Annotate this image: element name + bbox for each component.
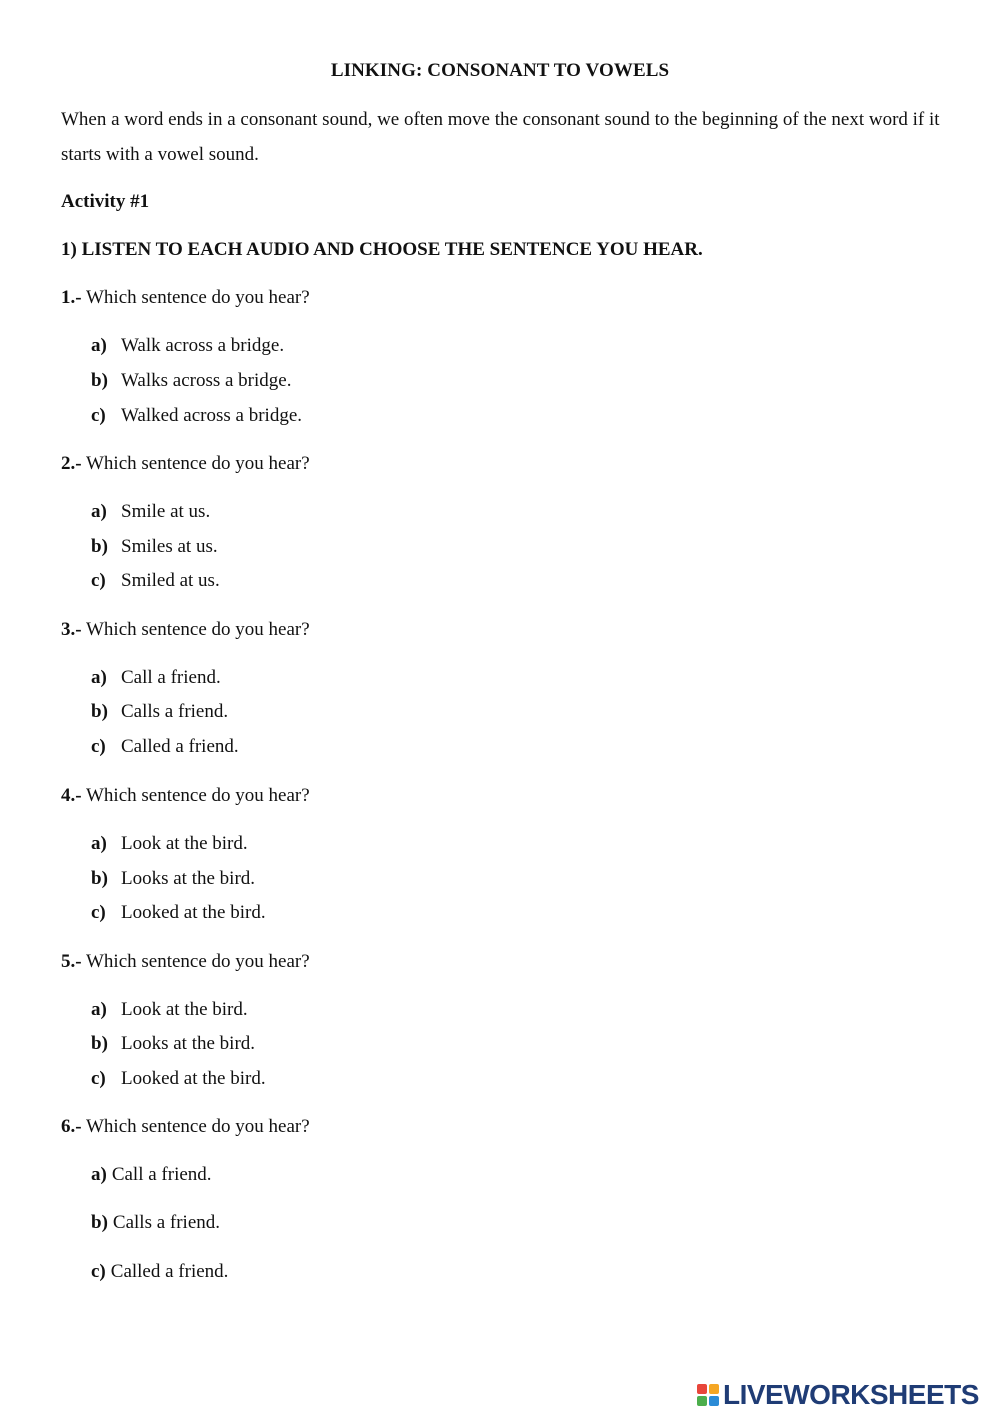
- option-text: Called a friend.: [110, 1261, 229, 1282]
- instruction-heading: 1) LISTEN TO EACH AUDIO AND CHOOSE THE SENTENCE YOU HEAR.: [61, 239, 703, 260]
- question-text: Which sentence do you hear?: [81, 1116, 310, 1137]
- option-text: Walked across a bridge.: [121, 405, 303, 426]
- option-text: Smiled at us.: [121, 570, 220, 591]
- option-letter: a): [91, 833, 107, 854]
- option-3a[interactable]: [91, 667, 221, 689]
- option-text: Looked at the bird.: [121, 902, 266, 923]
- logo-text: LIVEWORKSHEETS: [723, 1379, 979, 1410]
- option-letter: c): [91, 570, 106, 591]
- option-4c[interactable]: [91, 902, 266, 924]
- option-letter: c): [91, 736, 106, 757]
- question-2: [61, 453, 310, 475]
- question-number: 4.-: [61, 785, 82, 806]
- question-1: [61, 287, 310, 309]
- option-letter: a): [91, 501, 107, 522]
- question-4: [61, 785, 310, 807]
- logo-square-green: [697, 1396, 707, 1406]
- option-text: Call a friend.: [121, 667, 221, 688]
- option-5b[interactable]: [91, 1033, 255, 1055]
- option-text: Smiles at us.: [121, 536, 218, 557]
- option-text: Looked at the bird.: [121, 1068, 266, 1089]
- option-letter: b): [91, 701, 108, 722]
- question-text: Which sentence do you hear?: [81, 951, 310, 972]
- option-text: Walk across a bridge.: [121, 335, 285, 356]
- option-text: Called a friend.: [121, 736, 239, 757]
- option-5c[interactable]: [91, 1068, 266, 1090]
- logo-square-red: [697, 1384, 707, 1394]
- option-text: Looks at the bird.: [121, 1033, 256, 1054]
- option-text: Look at the bird.: [121, 833, 248, 854]
- question-number: 2.-: [61, 453, 82, 474]
- option-letter: c): [91, 1068, 106, 1089]
- option-letter: c): [91, 902, 106, 923]
- option-letter: b): [91, 1212, 108, 1233]
- question-5: [61, 951, 310, 973]
- logo-square-blue: [709, 1396, 719, 1406]
- option-2b[interactable]: [91, 536, 218, 558]
- option-letter: b): [91, 370, 108, 391]
- question-number: 3.-: [61, 619, 82, 640]
- option-4b[interactable]: [91, 868, 255, 890]
- option-text: Looks at the bird.: [121, 868, 256, 889]
- option-letter: b): [91, 868, 108, 889]
- option-letter: a): [91, 335, 107, 356]
- question-text: Which sentence do you hear?: [81, 453, 310, 474]
- option-letter: a): [91, 1164, 107, 1185]
- option-6c[interactable]: [91, 1261, 228, 1283]
- option-letter: c): [91, 1261, 106, 1282]
- option-3b[interactable]: [91, 701, 228, 723]
- liveworksheets-logo-icon: [697, 1384, 719, 1406]
- option-1b[interactable]: [91, 370, 291, 392]
- option-2a[interactable]: [91, 501, 210, 523]
- option-2c[interactable]: [91, 570, 220, 592]
- question-text: Which sentence do you hear?: [81, 287, 310, 308]
- intro-paragraph: When a word ends in a consonant sound, we often move the consonant sound to the beginning of the next word if it starts with a vowel sound.: [61, 109, 940, 165]
- page-title: LINKING: CONSONANT TO VOWELS: [330, 60, 670, 81]
- question-text: Which sentence do you hear?: [81, 619, 310, 640]
- option-text: Call a friend.: [111, 1164, 212, 1185]
- option-letter: b): [91, 1033, 108, 1054]
- activity-heading: Activity #1: [61, 191, 150, 212]
- question-3: [61, 619, 310, 641]
- option-text: Calls a friend.: [121, 701, 229, 722]
- option-text: Smile at us.: [121, 501, 211, 522]
- option-6a[interactable]: [91, 1164, 212, 1186]
- option-text: Calls a friend.: [112, 1212, 221, 1233]
- question-text: Which sentence do you hear?: [81, 785, 310, 806]
- logo-square-orange: [709, 1384, 719, 1394]
- option-3c[interactable]: [91, 736, 239, 758]
- option-text: Walks across a bridge.: [121, 370, 292, 391]
- question-number: 6.-: [61, 1116, 82, 1137]
- option-4a[interactable]: [91, 833, 248, 855]
- option-letter: a): [91, 999, 107, 1020]
- question-number: 1.-: [61, 287, 82, 308]
- liveworksheets-logo[interactable]: [697, 1379, 979, 1411]
- question-6: [61, 1116, 310, 1138]
- option-6b[interactable]: [91, 1212, 220, 1234]
- option-letter: c): [91, 405, 106, 426]
- option-text: Look at the bird.: [121, 999, 248, 1020]
- option-letter: b): [91, 536, 108, 557]
- question-number: 5.-: [61, 951, 82, 972]
- option-5a[interactable]: [91, 999, 248, 1021]
- option-1c[interactable]: [91, 405, 302, 427]
- option-letter: a): [91, 667, 107, 688]
- option-1a[interactable]: [91, 335, 284, 357]
